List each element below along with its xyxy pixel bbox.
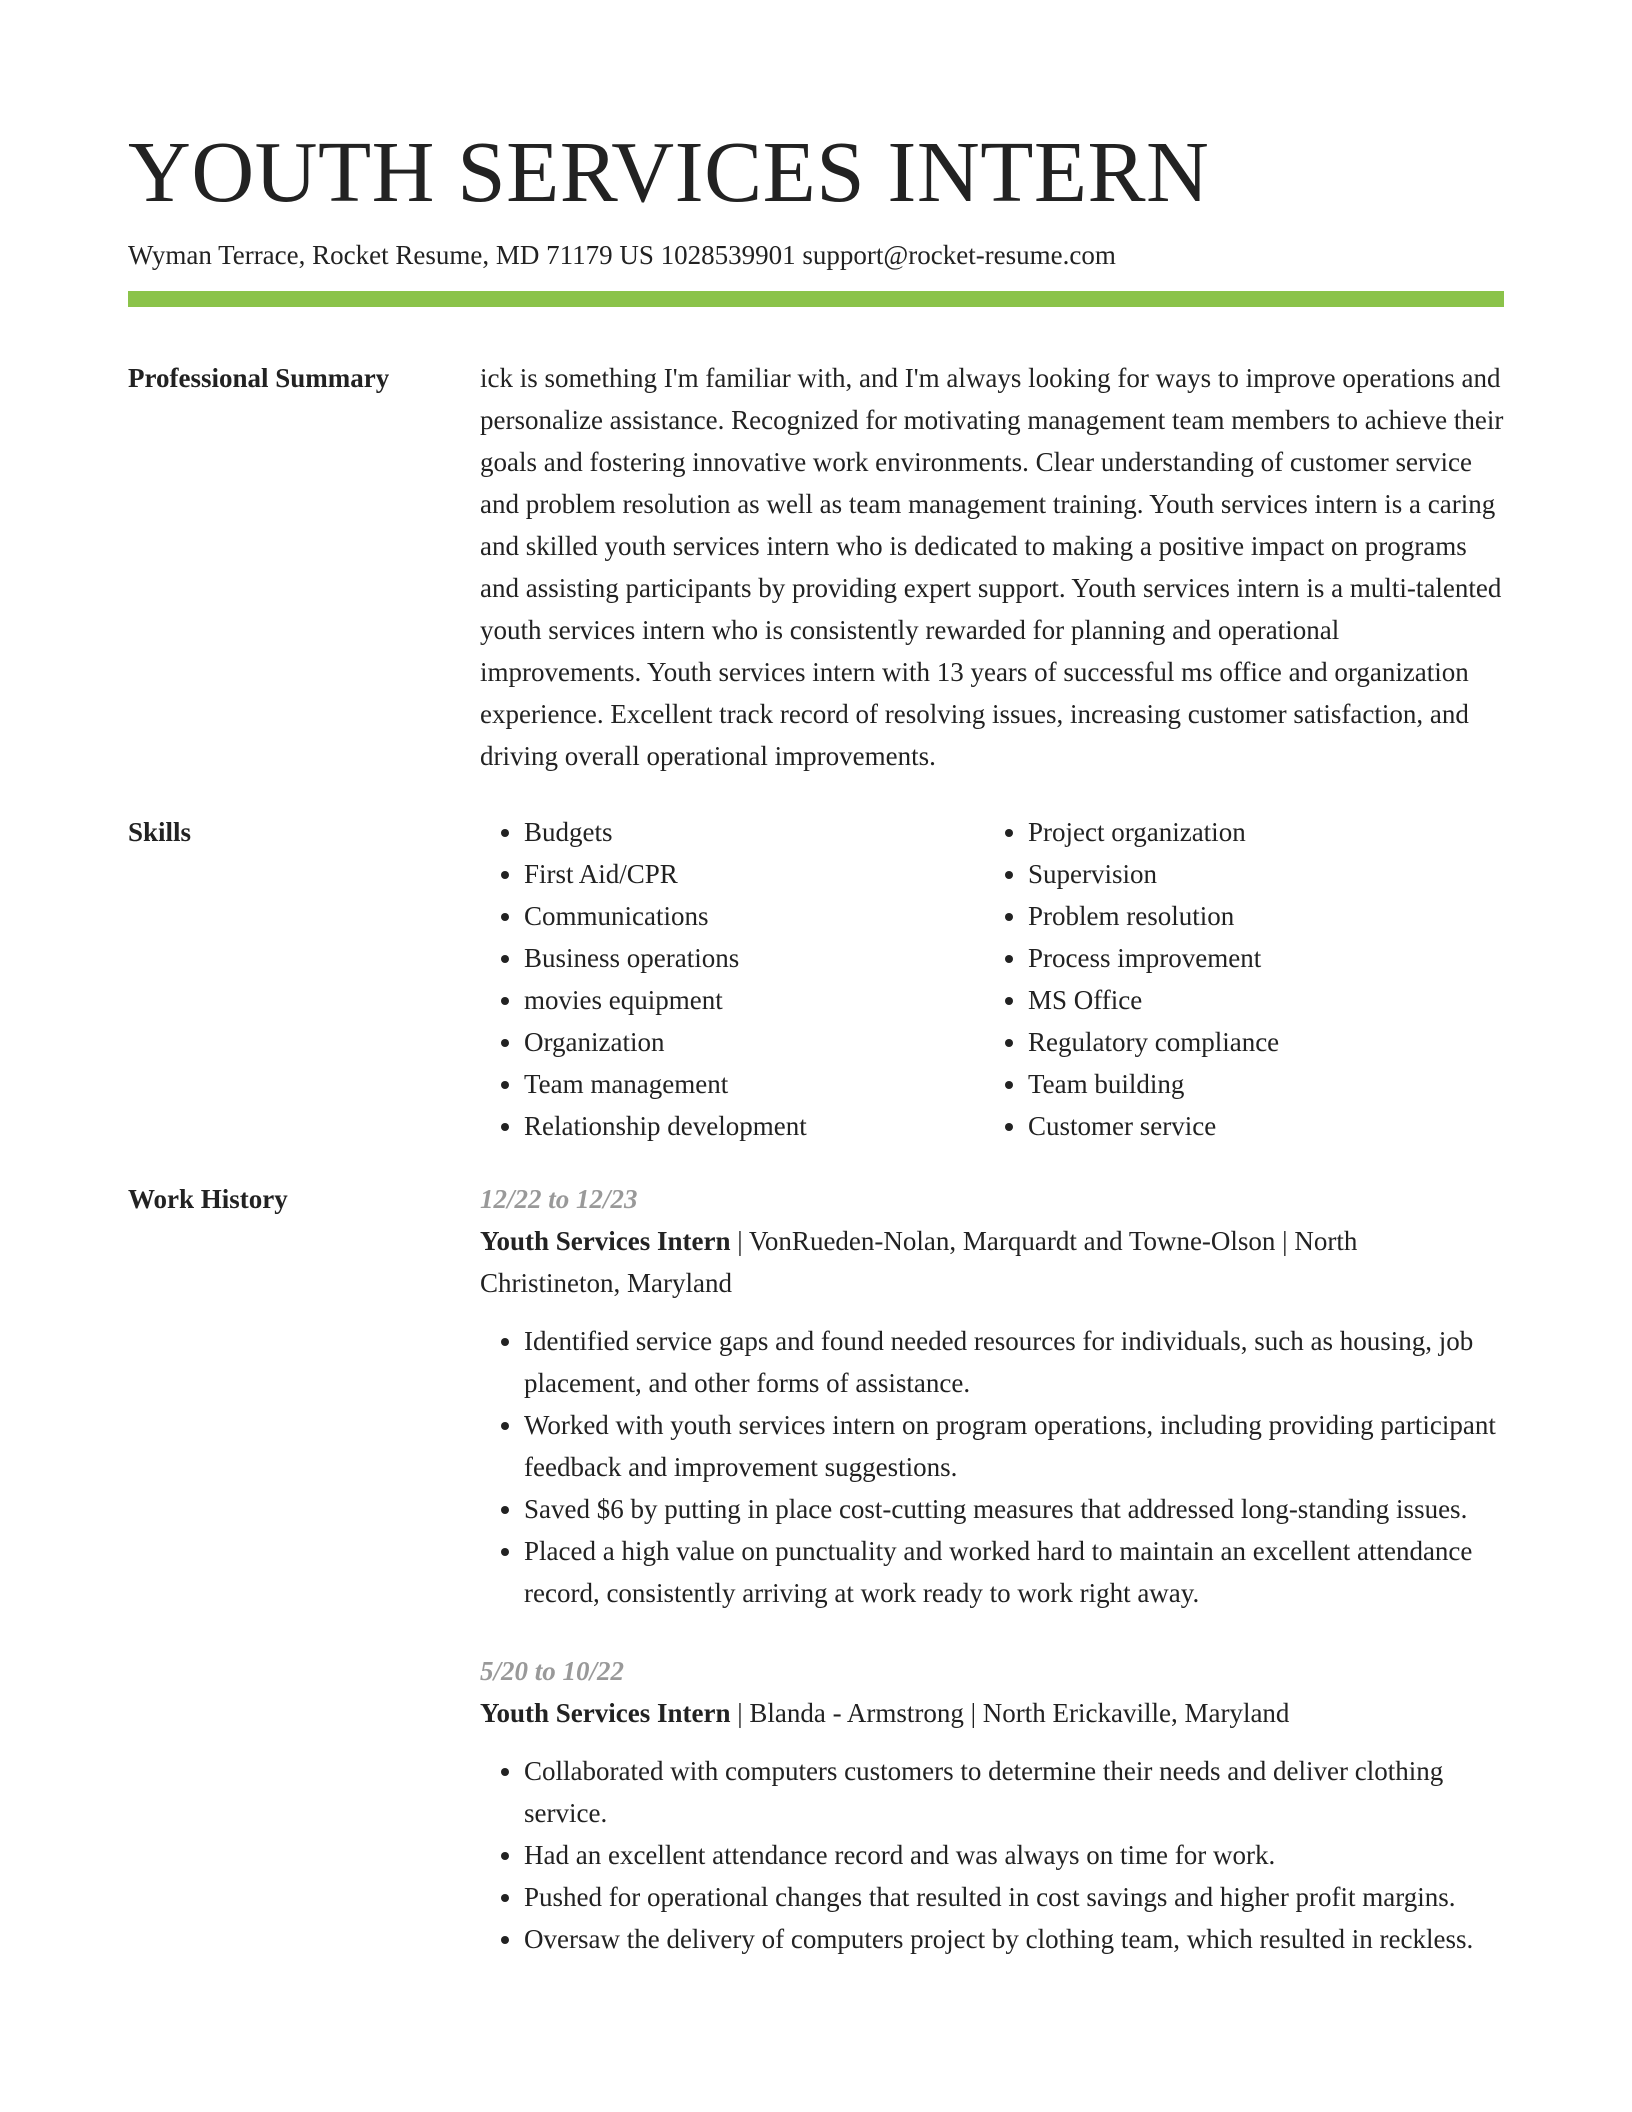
skill-item: • Team management <box>524 1063 984 1105</box>
job-dates: 12/22 to 12/23 <box>480 1184 638 1214</box>
job-bullet: • Worked with youth services intern on program operations, including providing participant feedback and improvement suggestions. <box>524 1404 1504 1488</box>
job-bullet: • Placed a high value on punctuality and worked hard to maintain an excellent attendance record, consistently arriving at work ready to work right away. <box>524 1530 1504 1614</box>
skill-item: • Communications <box>524 895 984 937</box>
job-bullet: • Oversaw the delivery of computers project by clothing team, which resulted in reckless. <box>524 1918 1504 1960</box>
job-employer-location: | VonRueden-Nolan, Marquardt and Towne-Olson | North Christineton, Maryland <box>480 1226 1358 1298</box>
job-employer-location: | Blanda - Armstrong | North Erickaville, Maryland <box>730 1698 1290 1728</box>
skill-item: • Supervision <box>1028 853 1279 895</box>
job-bullet: • Saved $6 by putting in place cost-cutting measures that addressed long-standing issues. <box>524 1488 1504 1530</box>
skills-columns <box>480 811 1504 1147</box>
job-bullets <box>480 1320 1504 1614</box>
job-bullet: • Collaborated with computers customers to determine their needs and deliver clothing service. <box>524 1750 1504 1834</box>
skill-item: • Process improvement <box>1028 937 1279 979</box>
job-heading <box>480 1692 1504 1734</box>
skill-item: • First Aid/CPR <box>524 853 984 895</box>
skill-item: • Organization <box>524 1021 984 1063</box>
job-bullet: • Identified service gaps and found needed resources for individuals, such as housing, job placement, and other forms of assistance. <box>524 1320 1504 1404</box>
summary-body <box>480 357 1504 777</box>
job-title: Youth Services Intern <box>480 1226 731 1256</box>
summary-text: ick is something I'm familiar with, and I'm always looking for ways to improve operations and personalize assistance. Recognized for motivating management team members to achieve their goals and fostering innovative work environments. Clear understanding of customer service and problem resolution as well as team management training. Youth services intern is a caring and skilled youth services intern who is dedicated to making a positive impact on programs and assisting participants by providing expert support. Youth services intern is a multi-talented youth services intern who is consistently rewarded for planning and operational improvements. Youth services intern with 13 years of successful ms office and organization experience. Excellent track record of resolving issues, increasing customer satisfaction, and driving overall operational improvements. <box>480 363 1504 771</box>
work-history-label: Work History <box>128 1184 288 1214</box>
job-heading <box>480 1220 1504 1304</box>
skills-list-right <box>984 811 1279 1147</box>
skill-item: • Business operations <box>524 937 984 979</box>
job-entry <box>480 1650 1504 1960</box>
accent-divider <box>128 291 1504 307</box>
summary-label: Professional Summary <box>128 363 390 393</box>
skill-item: • Team building <box>1028 1063 1279 1105</box>
job-dates: 5/20 to 10/22 <box>480 1656 625 1686</box>
resume-page <box>128 0 1504 1960</box>
job-bullet: • Pushed for operational changes that resulted in cost savings and higher profit margins. <box>524 1876 1504 1918</box>
resume-title: YOUTH SERVICES INTERN <box>128 123 1210 220</box>
contact-line: Wyman Terrace, Rocket Resume, MD 71179 US 1028539901 support@rocket-resume.com <box>128 240 1116 270</box>
work-history-body <box>480 1178 1504 1960</box>
job-bullet: • Had an excellent attendance record and was always on time for work. <box>524 1834 1504 1876</box>
job-bullets <box>480 1750 1504 1960</box>
skill-item: • MS Office <box>1028 979 1279 1021</box>
skills-list-left <box>480 811 984 1147</box>
skill-item: • movies equipment <box>524 979 984 1021</box>
skill-item: • Regulatory compliance <box>1028 1021 1279 1063</box>
job-entry <box>480 1178 1504 1614</box>
skill-item: • Customer service <box>1028 1105 1279 1147</box>
skill-item: • Project organization <box>1028 811 1279 853</box>
skills-section <box>128 811 1504 1147</box>
summary-section <box>128 357 1504 777</box>
work-history-section <box>128 1178 1504 1960</box>
skill-item: • Problem resolution <box>1028 895 1279 937</box>
skill-item: • Relationship development <box>524 1105 984 1147</box>
skills-label: Skills <box>128 817 192 847</box>
job-title: Youth Services Intern <box>480 1698 731 1728</box>
skill-item: • Budgets <box>524 811 984 853</box>
skills-body <box>480 811 1504 1147</box>
